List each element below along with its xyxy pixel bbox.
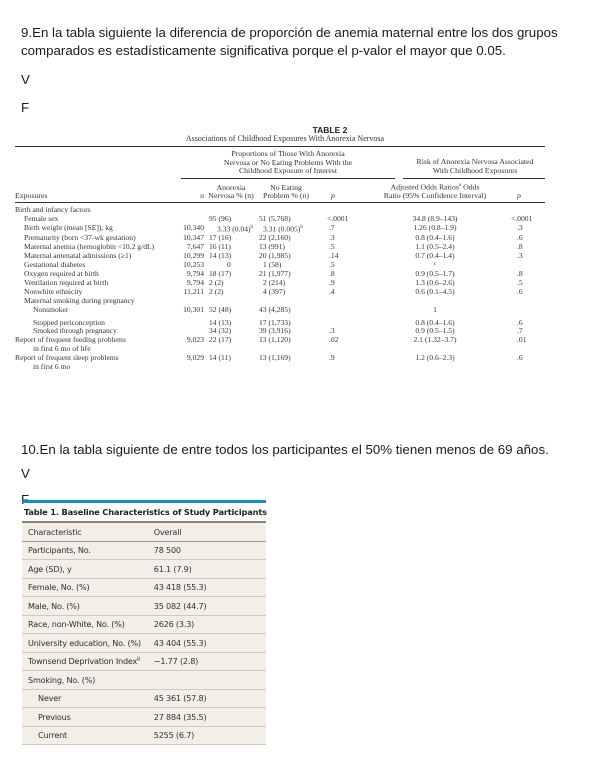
an-value: 14 (13) [209,251,232,261]
characteristic-label: Participants, No. [28,545,91,556]
cell-exposure [15,306,167,319]
cell-n: 10,347 [183,233,204,243]
cell-anorexia-nervosa [207,288,255,297]
table-row [22,578,266,597]
cell-overall: 43 418 (55.3) [152,578,266,597]
cell-n: 10,253 [183,259,204,269]
cell-n: 9,023 [186,335,204,345]
characteristic-label: Townsend Deprivation Index [28,656,138,667]
table-row [22,689,266,708]
anorexia-table [15,125,545,372]
an-value: 2 (2) [209,277,224,287]
characteristic-label: Female, No. (%) [28,582,90,593]
cell-p-2: .6 [517,233,523,243]
cell-n: 7,647 [186,242,204,252]
cell-adjusted-odds-ratio: 1.1 (0.5–2.4) [415,242,455,252]
cell-adjusted-odds-ratio: c [433,261,437,267]
exposure-label: Maternal smoking during pregnancy [24,295,135,305]
characteristic-label: Never [38,693,62,704]
cell-adjusted-odds-ratio: 0.7 (0.4–1.4) [415,251,455,261]
cell-adjusted-odds-ratio: 0.6 (0.1–4.5) [415,286,455,296]
cell-p-2: .6 [517,286,523,296]
characteristic-label: University education, No. (%) [28,637,141,648]
exposure-label: Gestational diabetes [24,259,86,269]
table-row [22,541,266,560]
characteristic-footnote: b [137,656,141,663]
cell-p-2: <.0001 [511,213,533,223]
group-2-line-2: With Childhood Exposures [432,165,518,175]
cell-p-2: .8 [517,268,523,278]
header-nep-line-1: No Eating [270,182,302,192]
exposure-label: Report of frequent sleep problems [15,353,119,363]
exposure-label: Nonsmoker [33,304,69,314]
cell-overall: 35 082 (44.7) [152,597,266,616]
characteristic-label: Previous [38,711,71,722]
an-value: 52 (48) [209,304,232,314]
question-9-option-v[interactable]: V [21,72,30,87]
cell-adjusted-odds-ratio: 0.9 (0.5–1.7) [415,268,455,278]
nep-value: 13 (1,120) [259,335,291,345]
cell-p [317,297,373,306]
exposure-label: Smoked through pregnancy [33,326,117,336]
header-n: n [200,191,204,201]
cell-no-eating-problem [255,354,317,372]
cell-characteristic [22,541,152,560]
an-value: 18 (17) [209,268,232,278]
an-value: 14 (13) [209,317,232,327]
cell-p [317,319,373,328]
group-1-line-2: Nervosa or No Eating Problems With the [223,157,353,167]
group-2-line-1: Risk of Anorexia Nervosa Associated [416,157,534,166]
an-value: 34 (32) [209,326,232,336]
exposure-label: Birth and infancy factors [15,205,91,214]
cell-no-eating-problem [255,336,317,354]
header-aor-line-2: Ratio (95% Confidence Interval) [383,191,487,201]
nep-value: 39 (3,916) [259,326,291,336]
cell-p: .02 [329,335,339,345]
cell-characteristic [22,560,152,579]
cell-p: .5 [329,242,335,252]
exposure-label: Ventilation required at birth [24,277,109,287]
cell-p-2: .6 [517,317,523,327]
baseline-characteristics-table [22,500,266,745]
table-row [15,354,545,372]
cell-adjusted-odds-ratio: 0.8 (0.4–1.6) [415,233,455,243]
cell-adjusted-odds-ratio: 0.8 (0.4–1.6) [415,317,455,327]
question-9-option-f[interactable]: F [21,100,30,115]
table-1-rows [22,541,266,745]
nep-value: 43 (4,285) [259,304,291,314]
cell-p: .14 [329,251,339,261]
table-row [22,652,266,671]
cell-n: 9,794 [186,277,204,287]
cell-overall [152,671,266,690]
cell-characteristic [22,689,152,708]
characteristic-label: Current [38,730,67,741]
nep-value: 3.31 (0.005) [263,224,301,234]
cell-exposure [15,336,167,354]
header-characteristic: Characteristic [22,522,152,541]
cell-overall: 78 500 [152,541,266,560]
cell-no-eating-problem [255,288,317,297]
cell-p: .8 [329,268,335,278]
an-value: 0 [227,259,231,269]
nep-value: 51 (5,768) [259,213,291,223]
cell-p: .9 [329,277,335,287]
aor-text-b: Odds [461,182,480,192]
an-footnote: b [250,224,254,230]
table-row [22,708,266,727]
an-value: 2 (2) [209,286,224,296]
cell-p: .3 [329,233,335,243]
table-row [22,634,266,653]
header-an-line-2: Nervosa % (n) [208,191,254,201]
exposure-label: Nonwhite ethnicity [24,286,83,296]
cell-characteristic [22,615,152,634]
table-row [22,726,266,745]
header-adjusted-odds-ratio [373,179,497,203]
table-row [15,336,545,354]
nep-value: 4 (397) [263,286,286,296]
an-value: 14 (11) [209,353,231,363]
cell-p: .3 [329,326,335,336]
characteristic-label: Race, non-White, No. (%) [28,619,125,630]
cell-anorexia-nervosa [207,354,255,372]
cell-p-2 [497,306,545,319]
cell-p: .4 [329,286,335,296]
nep-value: 20 (1,985) [259,251,291,261]
cell-adjusted-odds-ratio: 1 [433,304,437,314]
cell-n [167,319,207,328]
cell-overall: 5255 (6.7) [152,726,266,745]
characteristic-label: Age (SD), y [28,563,72,574]
nep-value: 17 (1,733) [259,317,291,327]
cell-p-2: .8 [517,242,523,252]
cell-adjusted-odds-ratio: 1.3 (0.6–2.6) [415,277,455,287]
question-9-line-1: 9.En la tabla siguiente la diferencia de proporción de anemia maternal entre los dos grupos [21,25,558,40]
aor-footnote: a [458,183,462,189]
cell-characteristic [22,652,152,671]
cell-adjusted-odds-ratio: 34.8 (8.9–143) [412,213,458,223]
table-row [22,597,266,616]
table-1-grid [22,521,266,745]
nep-value: 13 (991) [259,242,285,252]
an-value: 3.33 (0.04) [217,224,251,234]
cell-anorexia-nervosa [207,336,255,354]
cell-p-2: .5 [517,277,523,287]
group-1-line-1: Proportions of Those With Anorexia [231,149,345,158]
cell-anorexia-nervosa [207,252,255,261]
cell-adjusted-odds-ratio: 1.26 (0.8–1.9) [413,222,457,232]
table-2-header-row [15,179,545,203]
cell-p-2: .3 [517,251,523,261]
cell-p-2: .7 [517,326,523,336]
exposure-label: Maternal antenatal admissions (≥1) [24,251,132,261]
cell-overall: 27 884 (35.5) [152,708,266,727]
table-2-subtitle: Associations of Childhood Exposures With Anorexia Nervosa [185,133,385,143]
question-9-text [21,24,558,60]
cell-adjusted-odds-ratio: 2.1 (1.32–3.7) [413,335,457,345]
nep-value: 22 (2,160) [259,233,291,243]
header-p-2: p [517,191,521,201]
cell-n: 11,211 [183,286,204,296]
exposure-label: Oxygen required at birth [24,268,99,278]
exposure-label: Maternal anemia (hemoglobin <10.2 g/dL) [24,242,155,252]
table-row [22,615,266,634]
table-2-body [15,179,545,372]
cell-characteristic [22,578,152,597]
cell-adjusted-odds-ratio: 0.9 (0.5–1.5) [415,326,455,336]
an-value: 16 (11) [209,242,231,252]
question-9-line-2: comparados es estadísticamente significativa porque el p-valor el mayor que 0.05. [21,43,506,58]
table-2-top-rule [15,146,545,147]
table-row [22,560,266,579]
table-2-rows [15,203,545,373]
header-anorexia-nervosa [207,179,255,203]
exposure-label: Stopped periconception [33,317,105,327]
cell-characteristic [22,634,152,653]
cell-p: .9 [329,353,335,363]
cell-overall: 43 404 (55.3) [152,634,266,653]
table-1-header-row [22,522,266,541]
aor-text: Adjusted Odds Ratios [390,182,459,192]
exposure-label: Report of frequent feeding problems [15,335,126,345]
nep-value: 1 (58) [263,259,282,269]
cell-anorexia-nervosa [207,215,255,224]
nep-value: 13 (1,169) [259,353,291,363]
characteristic-label: Male, No. (%) [28,600,80,611]
an-value: 95 (96) [209,213,232,223]
cell-p-2: .01 [517,335,527,345]
cell-characteristic [22,671,152,690]
header-exposures: Exposures [15,191,48,201]
header-nep-line-2: Problem % (n) [263,191,309,201]
cell-p: <.0001 [327,213,349,223]
cell-characteristic [22,708,152,727]
question-10-option-v[interactable]: V [21,466,30,481]
header-overall: Overall [152,522,266,541]
cell-overall: 45 361 (57.8) [152,689,266,708]
cell-p-2: .6 [517,353,523,363]
exposure-label-continued: in first 6 mo [33,362,71,372]
table-2-group-header-risk [407,158,543,175]
an-value: 17 (16) [209,233,232,243]
exposure-label: Birth weight (mean [SE]), kg [24,222,113,232]
an-value: 22 (17) [209,335,232,345]
cell-n: 9,029 [186,353,204,363]
cell-p: .5 [329,259,335,269]
header-p: p [331,191,335,201]
cell-exposure [15,354,167,372]
cell-overall: −1.77 (2.8) [152,652,266,671]
header-no-eating-problem [255,179,317,203]
exposure-label: Female sex [24,213,59,223]
table-2-group-header-proportions [183,150,393,176]
header-an-line-1: Anorexia [216,182,246,192]
cell-n [167,203,207,215]
cell-p [317,306,373,319]
cell-characteristic [22,726,152,745]
nep-footnote: b [300,224,303,230]
cell-n: 10,340 [183,222,204,232]
cell-overall: 61.1 (7.9) [152,560,266,579]
cell-n: 10,299 [183,251,204,261]
cell-p: .7 [329,222,335,232]
exposure-label-continued: in first 6 mo of life [33,344,91,354]
group-1-line-3: Childhood Exposure of Interest [238,166,338,176]
cell-p-2 [497,297,545,306]
cell-characteristic [22,597,152,616]
table-1-caption: Table 1. Baseline Characteristics of Study Participants [24,507,267,517]
question-10-text: 10.En la tabla siguiente de entre todos los participantes el 50% tienen menos de 69 años. [21,442,549,457]
table-row [22,671,266,690]
cell-no-eating-problem [255,215,317,224]
characteristic-label: Smoking, No. (%) [28,674,96,685]
cell-overall: 2626 (3.3) [152,615,266,634]
cell-p-2: .3 [517,222,523,232]
nep-value: 21 (1,977) [259,268,291,278]
cell-n: 9,794 [186,268,204,278]
table-2-title: TABLE 2 [312,125,348,135]
cell-adjusted-odds-ratio: 1.2 (0.6–2.3) [415,353,455,363]
cell-n: 10,301 [183,304,204,314]
nep-value: 2 (214) [263,277,286,287]
exposure-label: Prematurity (born <37-wk gestation) [24,233,136,243]
